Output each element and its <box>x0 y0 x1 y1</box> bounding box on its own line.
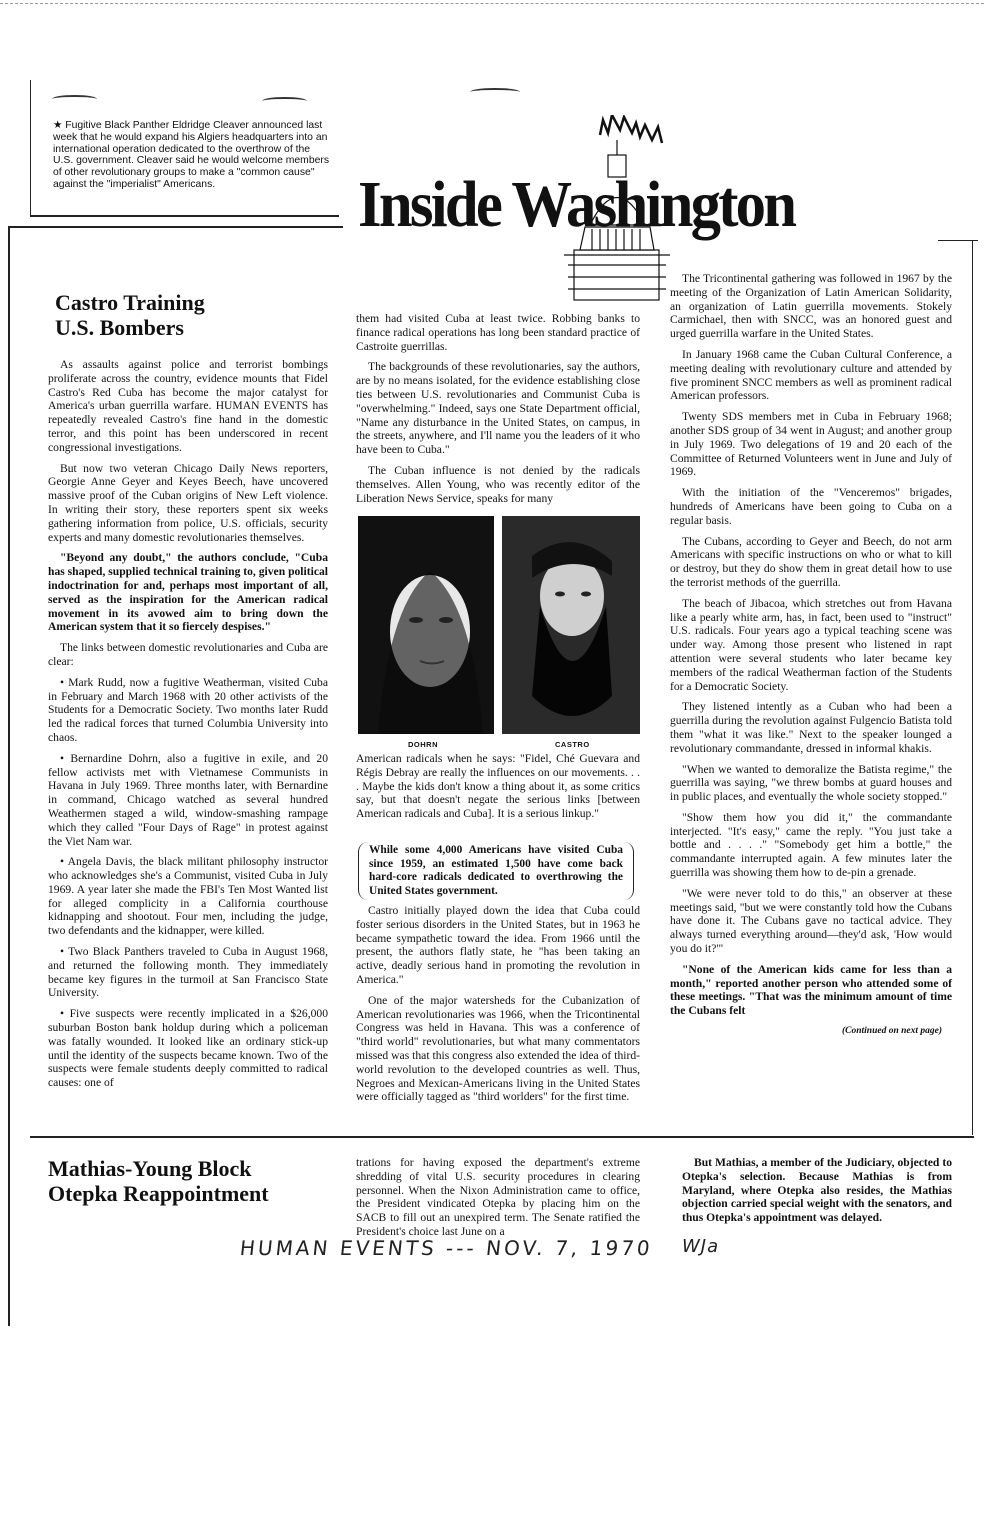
headline-line: Mathias-Young Block <box>48 1156 252 1181</box>
paragraph: The Tricontinental gathering was followed in 1967 by the meeting of the Organization of Latin American Solidarity, an organization of Latin guerrilla movements. Stokely Carmichael, then with SNCC, was an honored guest and urged guerrilla warfare in the United States. <box>670 272 952 341</box>
paragraph: "We were never told to do this," an observer at these meetings said, "but we were constantly told how the Cubans have done it. The Cubans gave no tactical advice. They always turned everything around—they'd ask, 'How would you do it?'" <box>670 886 952 956</box>
article-headline <box>55 290 315 340</box>
paragraph: • Five suspects were recently implicated in a $26,000 suburban Boston bank holdup during which a policeman was fatally wounded. It looked like an ordinary stick-up until the identity of the suspects became known. Two of the suspects were female students deeply committed to radical causes: one of <box>48 1007 328 1090</box>
paragraph: "When we wanted to demoralize the Batista regime," the guerrilla was saying, "we threw bombs at guard houses and in public places, and eventually the whole society stopped." <box>670 762 952 804</box>
paragraph: One of the major watersheds for the Cubanization of American revolutionaries was 1966, when the Tricontinental Congress was held in Havana. This was a conference of "third world" revolutionaries, but what many commentators missed was that this congress also extended the idea of third-world revolution to the developed countries as well. Thus, Negroes and Mexican-Americans living in the United States were officially tagged as "third worlders" for the first time. <box>356 993 640 1104</box>
paragraph: The beach of Jibacoa, which stretches out from Havana like a pearly white arm, has, in fact, been used to "instruct" U.S. radicals. Four years ago a typical teaching scene was under way. Among those present who listened in rapt attention were several students who later became key members of the radical Weatherman faction of the Students for a Democratic Society. <box>670 596 952 693</box>
headline-line: Castro Training <box>55 290 205 315</box>
paragraph: With the initiation of the "Venceremos" brigades, hundreds of Americans have been going to Cuba on a regular basis. <box>670 486 952 527</box>
article-column-1 <box>48 358 328 1097</box>
rule <box>8 226 10 1326</box>
article-column-3 <box>670 272 952 1046</box>
pull-quote: While some 4,000 Americans have visited Cuba since 1959, an estimated 1,500 have come back hard-core radicals dedicated to overthrowing the United States government. <box>358 842 634 900</box>
paragraph: In January 1968 came the Cuban Cultural Conference, a meeting dealing with revolutionary culture and attended by five prominent SNCC members as well as prominent radical American professors. <box>670 347 952 403</box>
paragraph: American radicals when he says: "Fidel, Ché Guevara and Régis Debray are really the influences on our movements. . . . Maybe the kids don't know a thing about it, as some critics say, but that doesn't negate the serious links [between American radicals and Cuba]. It is a serious linkup." <box>356 752 640 821</box>
paragraph: The Cubans, according to Geyer and Beech, do not arm Americans with specific instructions on who or what to kill or destroy, but they do show them in great detail how to use the terrorist methods of the guerrilla. <box>670 534 952 589</box>
paragraph-bold: But Mathias, a member of the Judiciary, objected to Otepka's selection. Because Mathias is from Maryland, where Otepka also resides, the Mathias objection carried special weight with the senators, and thus Otepka's appointment was delayed. <box>682 1156 952 1225</box>
handwritten-note: HUMAN EVENTS --- NOV. 7, 1970 <box>238 1236 654 1260</box>
paragraph: trations for having exposed the department's extreme shredding of vital U.S. security procedures in clearing personnel. When the Nixon Administration came to office, the President vindicated Otepka by placing him on the SACB to fill out an unexpired term. The Senate ratified the President's choice last June on a <box>356 1156 640 1238</box>
paragraph: The Cuban influence is not denied by the radicals themselves. Allen Young, who was recently editor of the Liberation News Service, speaks for many <box>356 463 640 505</box>
sidebar-note-text: Fugitive Black Panther Eldridge Cleaver announced last week that he would expand his Algiers headquarters into an international operation dedicated to the overthrow of the U.S. government. Cleaver said he would welcome members of other revolutionary groups to make a "common cause" against the "imperialist" Americans. <box>53 120 330 190</box>
paragraph-bold: "Beyond any doubt," the authors conclude, "Cuba has shaped, supplied technical training to, given political indoctrination for and, perhaps most important of all, served as the inspiration for the American radical movement in its avowed aim to bring down the American system that it so fiercely despises." <box>48 551 328 634</box>
rule <box>8 226 343 228</box>
rule <box>972 240 973 1135</box>
masthead-title: Inside Washington <box>358 168 795 241</box>
sidebar-note-box <box>30 80 339 217</box>
paragraph: "Show them how you did it," the commandante interjected. "It's easy," came the reply. "You just take a bottle and . . . ." "Somebody get him a bottle," the commandante interrupted again. A few minutes later the guerrilla was showing them how to de-pin a grenade. <box>670 810 952 880</box>
article-headline <box>48 1156 338 1206</box>
article-column-2-top <box>356 312 640 512</box>
scribble-mark <box>470 88 520 96</box>
paragraph: But now two veteran Chicago Daily News reporters, Georgie Anne Geyer and Keyes Beech, have uncovered massive proof of the Cuban origins of New Left violence. In writing their story, these reporters spent six weeks gathering information from police, U.S. officials, security experts and many domestic revolutionaries themselves. <box>48 461 328 544</box>
paragraph: Castro initially played down the idea that Cuba could foster serious disorders in the United States, but in 1963 he became sympathetic toward the idea. From 1966 until the present, the authors flatly state, he "has been taking an active, deadly serious hand in promoting the revolution in America." <box>356 904 640 986</box>
paragraph: • Bernardine Dohrn, also a fugitive in exile, and 20 fellow activists met with Vietnamese Communists in Havana in July 1969. Three months later, with Bernardine in command, Chicago watched as several hundred Weathermen staged a wild, window-smashing rampage which they called "Four Days of Rage" in protest against the Viet Nam war. <box>48 751 328 848</box>
paragraph: • Angela Davis, the black militant philosophy instructor who acknowledges she's a Communist, visited Cuba in July 1969. A year later she made the FBI's Ten Most Wanted list for alleged complicity in a California courthouse kidnapping and shootout. Four men, including the judge, two defendants and the kidnapper, were killed. <box>48 855 328 938</box>
paragraph-bold: "None of the American kids came for less than a month," reported another person who attended some of these meetings. "That was the minimum amount of time the Cubans felt <box>670 962 952 1018</box>
star-icon: ★ <box>53 120 63 131</box>
paragraph: As assaults against police and terrorist bombings proliferate across the country, evidence mounts that Fidel Castro's Red Cuba has become the major catalyst for America's urban guerrilla warfare. HUMAN EVENTS has repeatedly revealed Castro's fine hand in the domestic terror, and this point has been underscored in recent congressional investigations. <box>48 358 328 454</box>
photo-castro <box>502 516 640 734</box>
paragraph: The backgrounds of these revolutionaries, say the authors, are by no means isolated, for the evidence establishing close ties between U.S. revolutionaries and Communist Cuba is "overwhelming." Indeed, says one State Department official, "Name any disturbance in the United States, on campus, in the streets, anywhere, and I'll name you the leaders of it who have been to Cuba." <box>356 360 640 457</box>
headline-line: U.S. Bombers <box>55 315 184 340</box>
page-edge-line <box>0 3 984 4</box>
portrait-image <box>502 516 640 734</box>
article-column-2-end <box>356 904 640 1111</box>
paragraph: Twenty SDS members met in Cuba in February 1968; another SDS group of 34 went in August; and another group in July 1969. Two delegations of 19 and 20 each of the Committee of Returned Volunteers went in June and July of 1969. <box>670 410 952 479</box>
paragraph: • Two Black Panthers traveled to Cuba in August 1968, and returned the following month. They immediately became key figures in the turmoil at San Francisco State University. <box>48 945 328 1000</box>
paragraph: They listened intently as a Cuban who had been a guerrilla during the revolution against Fulgencio Batista told them "what it was like." Next to the speaker lounged a revolutionary commandante, dressed in informal khakis. <box>670 700 952 755</box>
paragraph: • Mark Rudd, now a fugitive Weatherman, visited Cuba in February and March 1968 with 20 other activists of the Students for a Democratic Society. Two months later Rudd led the radical forces that turned Columbia University into chaos. <box>48 675 328 744</box>
section-divider <box>30 1136 974 1138</box>
article-column-2-bottom <box>356 752 640 828</box>
portrait-image <box>358 516 494 734</box>
article2-column-3 <box>682 1156 952 1232</box>
article2-column-2 <box>356 1156 640 1246</box>
handwritten-initials: WJa <box>682 1236 720 1257</box>
photo-caption: CASTRO <box>555 740 590 749</box>
sidebar-note <box>53 120 331 191</box>
photo-caption: DOHRN <box>408 740 438 749</box>
paragraph: them had visited Cuba at least twice. Robbing banks to finance radical operations has long been standard practice of Castroite guerrillas. <box>356 312 640 353</box>
headline-line: Otepka Reappointment <box>48 1181 269 1206</box>
paragraph: The links between domestic revolutionaries and Cuba are clear: <box>48 641 328 668</box>
photo-dohrn <box>358 516 494 734</box>
continued-note: (Continued on next page) <box>841 1026 942 1037</box>
